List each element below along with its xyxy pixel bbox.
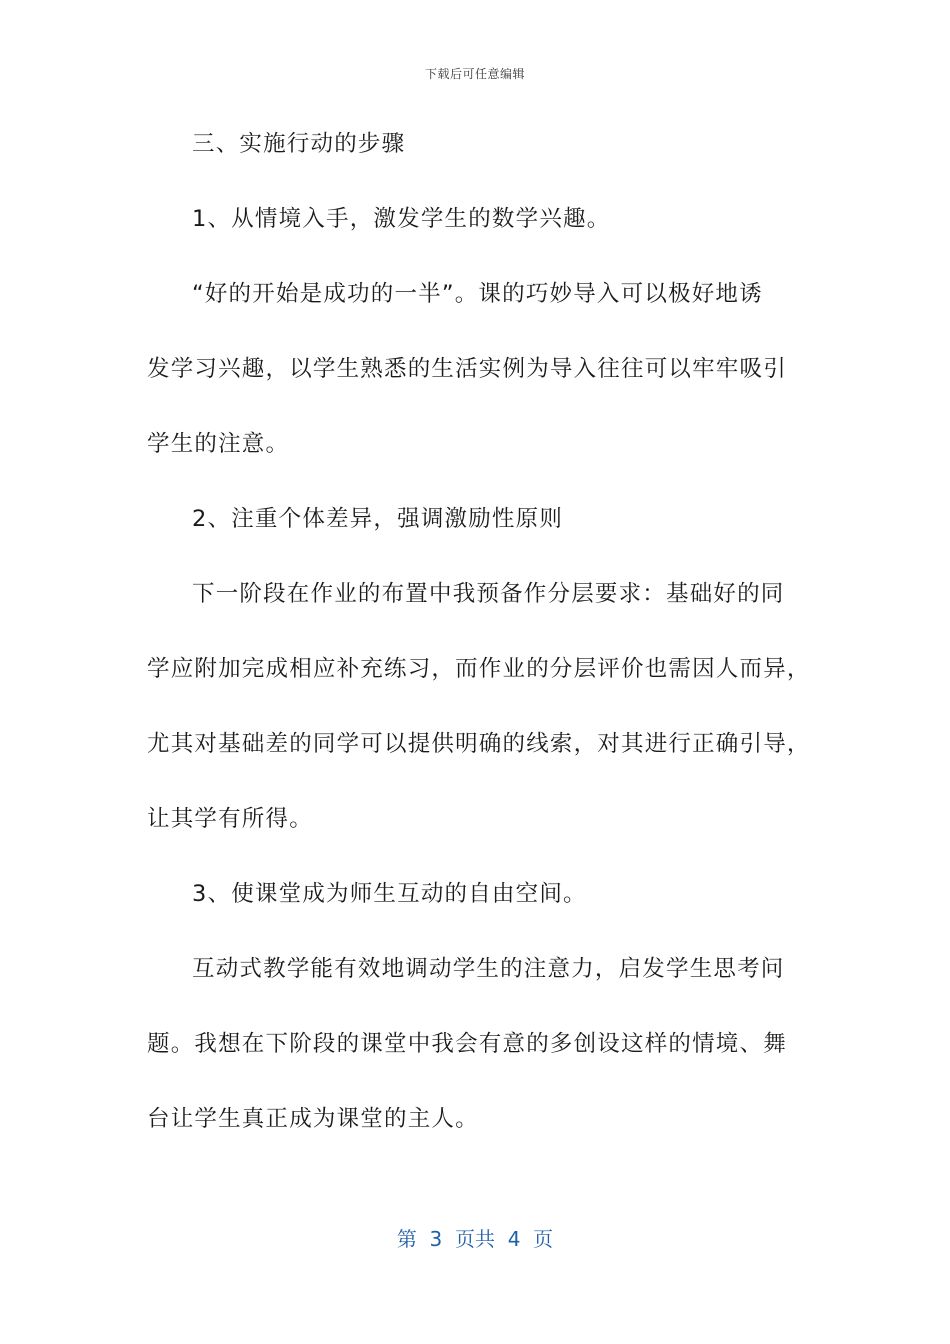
- paragraph-line: 台让学生真正成为课堂的主人。: [147, 1106, 479, 1132]
- page-header-note: 下载后可任意编辑: [424, 67, 525, 81]
- paragraph-line: 尤其对基础差的同学可以提供明确的线索，对其进行正确引导，: [147, 731, 811, 757]
- paragraph-line: “好的开始是成功的一半”。课的巧妙导入可以极好地诱: [192, 281, 763, 307]
- subheading-1: 1、从情境入手，激发学生的数学兴趣。: [192, 206, 611, 232]
- paragraph-line: 下一阶段在作业的布置中我预备作分层要求：基础好的同: [192, 581, 785, 607]
- paragraph-line: 互动式教学能有效地调动学生的注意力，启发学生思考问: [192, 956, 785, 982]
- paragraph-line: 发学习兴趣，以学生熟悉的生活实例为导入往往可以牢牢吸引: [147, 356, 787, 382]
- paragraph-line: 学生的注意。: [147, 431, 290, 457]
- section-heading: 三、实施行动的步骤: [192, 131, 406, 157]
- paragraph-line: 题。我想在下阶段的课堂中我会有意的多创设这样的情境、舞: [147, 1031, 787, 1057]
- subheading-3: 3、使课堂成为师生互动的自由空间。: [192, 881, 587, 907]
- page-number-footer: 第 3 页共 4 页: [396, 1227, 554, 1251]
- paragraph-line: 让其学有所得。: [147, 806, 313, 832]
- subheading-2: 2、注重个体差异，强调激励性原则: [192, 506, 564, 532]
- paragraph-line: 学应附加完成相应补充练习，而作业的分层评价也需因人而异，: [147, 656, 811, 682]
